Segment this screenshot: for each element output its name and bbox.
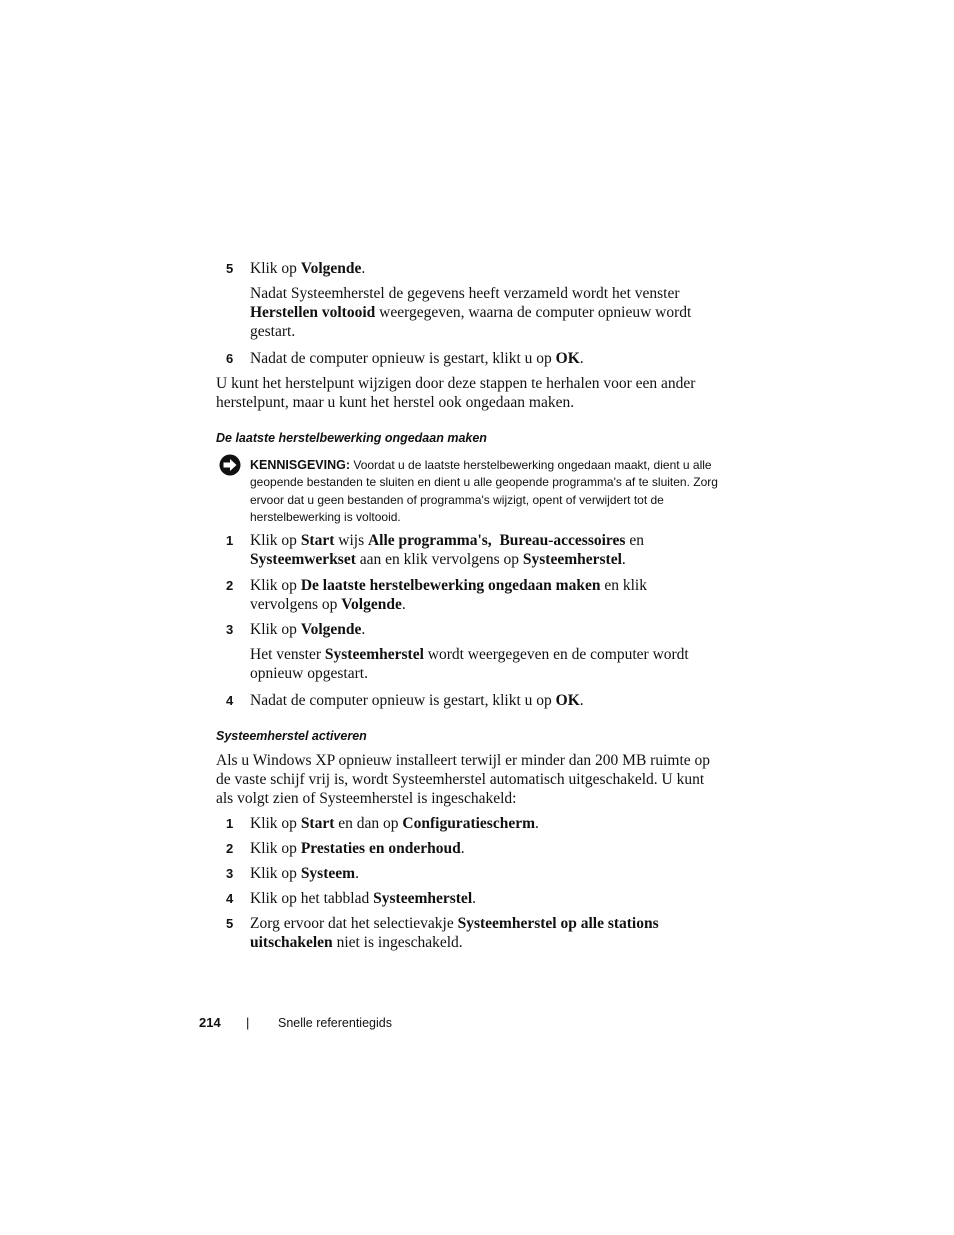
step-number: 1: [226, 533, 234, 548]
step-number: 4: [226, 693, 234, 708]
intro-paragraph: U kunt het herstelpunt wijzigen door deze stappen te herhalen voor een ander herstelpunt, maar u kunt het herstel ook ongedaan maken.: [216, 375, 696, 411]
step-text: Klik op het tabblad Systeemherstel.: [250, 890, 476, 907]
step-text: Klik op Prestaties en onderhoud.: [250, 840, 465, 857]
step-number: 4: [226, 891, 234, 906]
step-number: 5: [226, 916, 234, 931]
step-number: 1: [226, 816, 234, 831]
step-text: Nadat de computer opnieuw is gestart, klikt u op OK.: [250, 692, 584, 709]
step-text: Klik op Volgende.: [250, 621, 366, 638]
step-note: Het venster Systeemherstel wordt weergegeven en de computer wordt opnieuw opgestart.: [250, 646, 689, 682]
step-text: Klik op Start wijs Alle programma's, Bureau-accessoires en Systeemwerkset aan en klik vervolgens op Systeemherstel.: [250, 532, 644, 568]
step-note: Nadat Systeemherstel de gegevens heeft verzameld wordt het venster Herstellen voltooid weergegeven, waarna de computer opnieuw wordt gestart.: [250, 285, 692, 340]
step-text: Zorg ervoor dat het selectievakje Systeemherstel op alle stations uitschakelen niet is ingeschakeld.: [250, 915, 659, 951]
step-text: Klik op Start en dan op Configuratiescherm.: [250, 815, 539, 832]
section-heading: Systeemherstel activeren: [216, 729, 367, 743]
section-heading: De laatste herstelbewerking ongedaan maken: [216, 431, 487, 445]
step-text: Klik op De laatste herstelbewerking ongedaan maken en klik vervolgens op Volgende.: [250, 577, 647, 613]
step-number: 2: [226, 841, 234, 856]
step-text: Klik op Volgende.: [250, 260, 366, 277]
step-number: 2: [226, 578, 234, 593]
step-number: 3: [226, 622, 234, 637]
step-number: 3: [226, 866, 234, 881]
activate-paragraph: Als u Windows XP opnieuw installeert terwijl er minder dan 200 MB ruimte op de vaste schijf vrij is, wordt Systeemherstel automatisch uitgeschakeld. U kunt als volgt zien of Systeemherstel is ingeschakeld:: [216, 752, 711, 807]
notice-icon: [219, 454, 241, 476]
step-number: 6: [226, 351, 234, 366]
step-text: Klik op Systeem.: [250, 865, 359, 882]
page-number: 214: [199, 1015, 221, 1030]
notice-text: KENNISGEVING: Voordat u de laatste herstelbewerking ongedaan maakt, dient u alle geopende bestanden te sluiten en dient u alle geopende programma's af te sluiten. Zorg ervoor dat u geen bestanden of programma's wijzigt, opent of verwijdert tot de herstelbewerking is voltooid.: [250, 458, 718, 524]
footer-title: Snelle referentiegids: [278, 1016, 392, 1030]
footer-separator: |: [246, 1015, 250, 1030]
step-number: 5: [226, 261, 234, 276]
step-text: Nadat de computer opnieuw is gestart, klikt u op OK.: [250, 350, 584, 367]
